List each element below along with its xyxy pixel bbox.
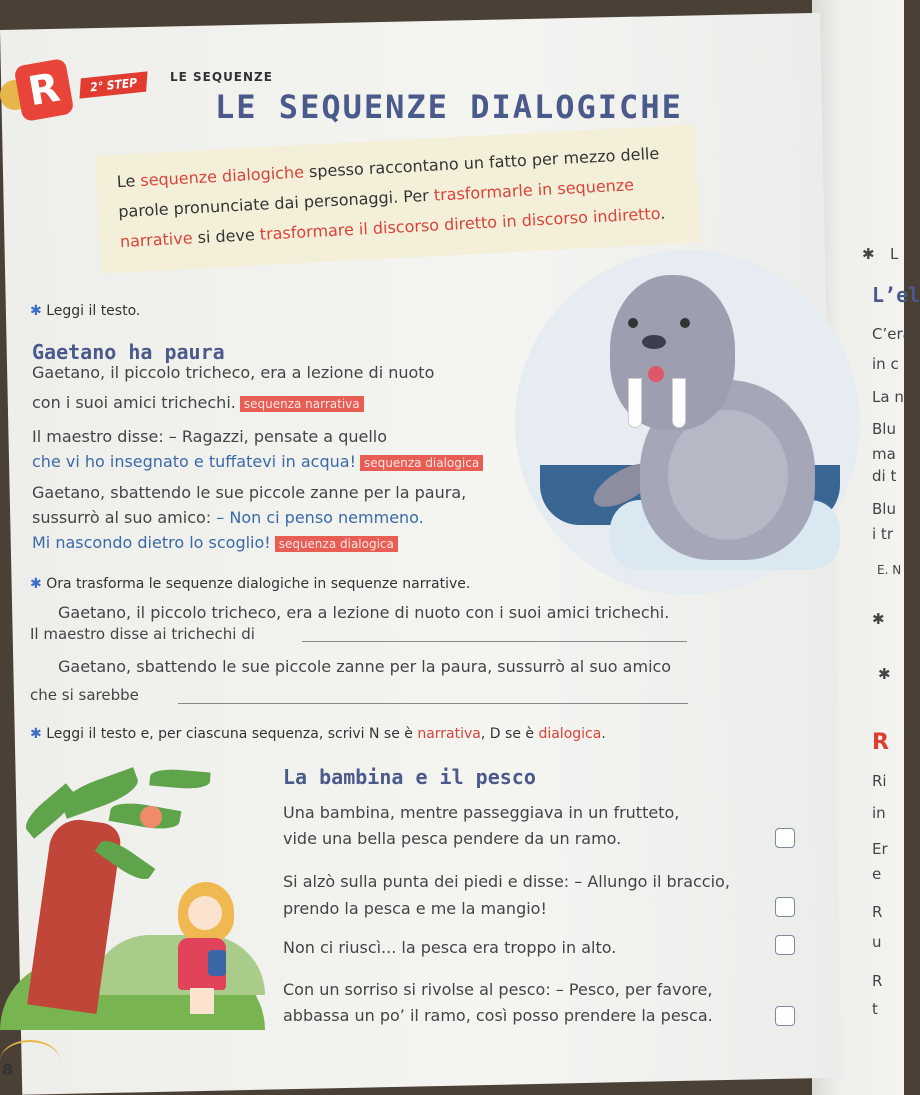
right-star-icon: ✱: [872, 610, 885, 628]
right-text: t: [872, 1000, 878, 1018]
story-title: Gaetano ha paura: [32, 340, 225, 364]
right-text: in c: [872, 355, 899, 373]
girl-bag: [208, 950, 226, 976]
story-line: vide una bella pesca pendere da un ramo.: [283, 829, 622, 848]
intro-text: Le sequenze dialogiche spesso raccontano un fatto per mezzo delle parole pronunciate dai personaggi. Per trasformarle in sequenze narrative si deve trasformare il discorso diretto in discorso indiretto.: [116, 143, 666, 252]
right-text: Ri: [872, 772, 887, 790]
right-title: L’el: [872, 283, 920, 307]
page-number: 8: [2, 1060, 14, 1079]
section-logo: R: [14, 58, 75, 122]
answer-checkbox[interactable]: [775, 935, 795, 955]
walrus-mouth: [648, 366, 664, 382]
right-star-icon: ✱: [862, 245, 875, 263]
right-star-icon: ✱: [878, 665, 891, 683]
right-text: R: [872, 903, 883, 921]
right-text: La n: [872, 388, 904, 406]
tag-dialogica: sequenza dialogica: [360, 455, 483, 471]
walrus-tusk: [672, 378, 686, 428]
answer-line[interactable]: [302, 623, 687, 642]
story-line: Si alzò sulla punta dei piedi e disse: – Allungo il braccio,: [283, 872, 730, 891]
right-text: Er: [872, 840, 888, 858]
walrus-nose: [642, 335, 666, 349]
exercise1-instruction: ✱ Leggi il testo.: [30, 303, 141, 319]
story-line: prendo la pesca e me la mangio!: [283, 899, 547, 918]
exercise2-line: che si sarebbe: [30, 686, 139, 704]
right-text: di t: [872, 467, 897, 485]
tag-narrativa: sequenza narrativa: [240, 396, 364, 412]
story-line: che vi ho insegnato e tuffatevi in acqua! sequenza dialogica: [32, 452, 483, 471]
story-line: Gaetano, sbattendo le sue piccole zanne per la paura,: [32, 483, 467, 502]
right-text: u: [872, 933, 882, 951]
page-title: LE SEQUENZE DIALOGICHE: [215, 88, 683, 126]
answer-checkbox[interactable]: [775, 1006, 795, 1026]
peach: [140, 806, 162, 828]
answer-checkbox[interactable]: [775, 828, 795, 848]
right-text: Blu: [872, 420, 896, 438]
right-text: in: [872, 804, 886, 822]
tag-dialogica: sequenza dialogica: [275, 536, 398, 552]
right-text: L: [890, 245, 899, 263]
star-icon: ✱: [30, 726, 42, 742]
girl-legs: [190, 988, 214, 1014]
step-badge: 2° STEP: [79, 71, 147, 98]
story-line: Con un sorriso si rivolse al pesco: – Pesco, per favore,: [283, 980, 713, 999]
story-line: Una bambina, mentre passeggiava in un frutteto,: [283, 803, 680, 822]
story-line: sussurrò al suo amico: – Non ci penso nemmeno.: [32, 508, 424, 527]
right-text: i tr: [872, 525, 893, 543]
exercise2-line: Gaetano, sbattendo le sue piccole zanne per la paura, sussurrò al suo amico: [58, 657, 672, 676]
story-line: Non ci riuscì... la pesca era troppo in alto.: [283, 938, 617, 957]
story-line: con i suoi amici trichechi. sequenza narrativa: [32, 393, 364, 412]
right-text: e: [872, 865, 882, 883]
answer-line[interactable]: [178, 685, 688, 704]
story-line: Il maestro disse: – Ragazzi, pensate a quello: [32, 427, 388, 446]
story-line: Mi nascondo dietro lo scoglio! sequenza dialogica: [32, 533, 398, 552]
answer-checkbox[interactable]: [775, 897, 795, 917]
right-title: R: [872, 730, 889, 755]
star-icon: ✱: [30, 303, 42, 319]
exercise2-instruction: ✱ Ora trasforma le sequenze dialogiche in sequenze narrative.: [30, 576, 471, 592]
section-label: LE SEQUENZE: [170, 70, 273, 84]
exercise2-line: Il maestro disse ai trichechi di: [30, 625, 255, 643]
star-icon: ✱: [30, 576, 42, 592]
right-text: ma: [872, 445, 896, 463]
right-text: R: [872, 972, 883, 990]
walrus-tusk: [628, 378, 642, 428]
exercise3-instruction: ✱ Leggi il testo e, per ciascuna sequenza, scrivi N se è narrativa, D se è dialogica.: [30, 726, 606, 742]
story-title: La bambina e il pesco: [283, 765, 536, 789]
walrus-eye: [680, 318, 690, 328]
exercise2-line: Gaetano, il piccolo tricheco, era a lezione di nuoto con i suoi amici trichechi.: [58, 603, 670, 622]
walrus-eye: [628, 318, 638, 328]
right-text: Blu: [872, 500, 896, 518]
girl-face: [188, 896, 222, 930]
story-line: Gaetano, il piccolo tricheco, era a lezione di nuoto: [32, 363, 435, 382]
right-text: C’era: [872, 325, 912, 343]
right-text: E. N: [877, 563, 902, 577]
story-line: abbassa un po’ il ramo, così posso prendere la pesca.: [283, 1006, 713, 1025]
